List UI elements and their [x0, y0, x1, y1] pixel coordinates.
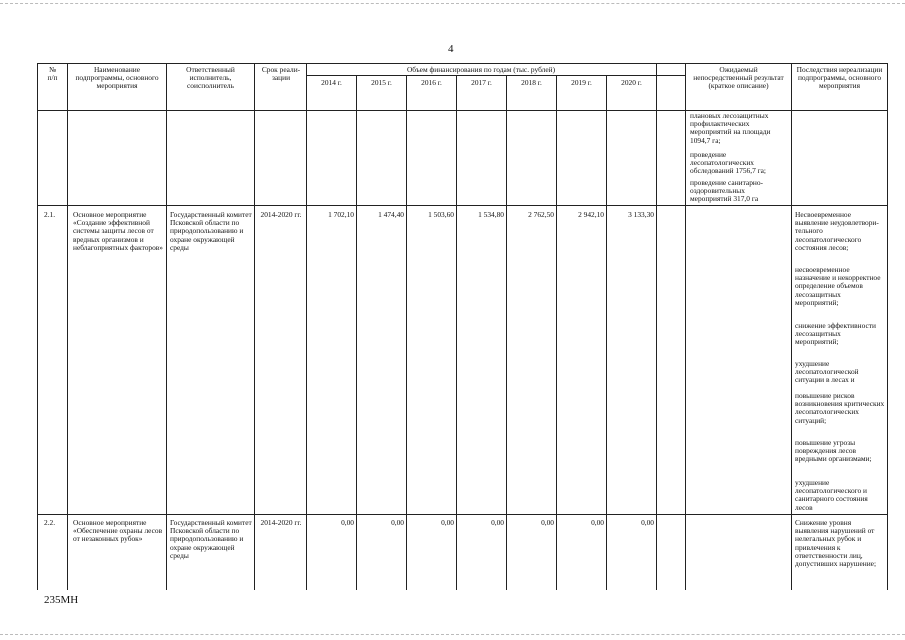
row-value-2019: 0,00 [591, 518, 604, 527]
page-number: 4 [448, 43, 454, 55]
grid-line [356, 75, 357, 590]
header-num: № п/п [47, 65, 58, 83]
grid-line [37, 514, 888, 515]
row-value-2019: 2 942,10 [578, 210, 604, 219]
header-funding-title: Объем финансирования по годам (тыс. рублей) [406, 65, 556, 74]
row-term: 2014-2020 гг. [260, 210, 302, 219]
grid-line [406, 75, 407, 590]
row-value-2016: 1 503,60 [428, 210, 454, 219]
header-responsible: Ответственный исполнитель, соисполнитель [186, 65, 235, 91]
grid-line [166, 63, 167, 590]
row-number: 2.2. [44, 518, 56, 527]
grid-line [556, 75, 557, 590]
row-value-2018: 2 762,50 [528, 210, 554, 219]
header-year: 2018 г. [521, 78, 542, 87]
grid-line [656, 63, 657, 590]
grid-line [67, 63, 68, 590]
header-year: 2017 г. [471, 78, 492, 87]
row-value-2014: 0,00 [341, 518, 354, 527]
row-value-2016: 0,00 [441, 518, 454, 527]
row-responsible: Государственный комитет Псковской области по природопользованию и охране окружающей среды [170, 210, 252, 252]
grid-line [37, 63, 888, 64]
consequence-item: Снижение уровня выявления нарушений от нелегальных рубок и привлечения к ответственности лиц, допустивших нарушение; [795, 518, 876, 569]
row-value-2015: 0,00 [391, 518, 404, 527]
consequence-item: ухудшение лесопатологической ситуации в лесах и [795, 359, 859, 385]
row-value-2020: 0,00 [641, 518, 654, 527]
header-term: Срок реали- зации [261, 65, 301, 83]
grid-line [306, 75, 686, 76]
grid-line [506, 75, 507, 590]
row-number: 2.1. [44, 210, 56, 219]
grid-line [254, 63, 255, 590]
row-term: 2014-2020 гг. [260, 518, 302, 527]
header-year: 2015 г. [371, 78, 392, 87]
row-name: Основное мероприятие «Обеспечение охраны лесов от незаконных рубок» [73, 518, 163, 544]
header-year: 2020 г. [621, 78, 642, 87]
consequence-item: снижение эффективности лесозащитных мероприятий; [795, 321, 876, 347]
row-responsible: Государственный комитет Псковской области по природопользованию и охране окружающей среды [170, 518, 252, 560]
grid-line [456, 75, 457, 590]
row-name: Основное мероприятие «Создание эффективной системы защиты лесов от вредных организмов и неблагоприятных факторов» [73, 210, 163, 252]
header-consequences: Последствия нереализации подпрограммы, основного мероприятия [796, 65, 883, 91]
result-item: плановых лесозащитных профилактических мероприятий на площади 1094,7 га; [690, 111, 771, 145]
grid-line [37, 205, 888, 206]
header-year: 2019 г. [571, 78, 592, 87]
grid-line [887, 63, 888, 590]
header-year: 2014 г. [321, 78, 342, 87]
consequence-item: повышение угрозы повреждения лесов вредными организмами; [795, 438, 872, 464]
result-item: проведение лесопатологических обследований 1756,7 га; [690, 150, 766, 176]
consequence-item: Несвоевременное выявление неудовлетвори-тельного лесопатологического состояния лесов; [795, 210, 879, 252]
row-value-2017: 1 534,80 [478, 210, 504, 219]
consequence-item: повышение рисков возникновения критических лесопатологических ситуаций; [795, 391, 885, 425]
row-value-2018: 0,00 [541, 518, 554, 527]
header-result: Ожидаемый непосредственный результат (краткое описание) [693, 65, 784, 91]
grid-line [791, 63, 792, 590]
result-item: проведение санитарно-оздоровительных мероприятий 317,0 га [690, 178, 764, 204]
grid-line [37, 63, 38, 590]
consequence-item: несвоевременное назначение и некорректное определение объемов лесозащитных мероприятий; [795, 265, 881, 307]
grid-line [685, 63, 686, 590]
grid-line [306, 63, 307, 590]
header-year: 2016 г. [421, 78, 442, 87]
row-value-2020: 3 133,30 [628, 210, 654, 219]
row-value-2015: 1 474,40 [378, 210, 404, 219]
grid-line [606, 75, 607, 590]
scan-edge-bottom [0, 634, 905, 636]
consequence-item: ухудшение лесопатологического и санитарного состояния лесов [795, 478, 868, 512]
footer-code: 235MH [44, 594, 79, 606]
header-name: Наименование подпрограммы, основного мероприятия [75, 65, 159, 91]
row-value-2017: 0,00 [491, 518, 504, 527]
row-value-2014: 1 702,10 [328, 210, 354, 219]
scan-edge-top [0, 3, 905, 5]
